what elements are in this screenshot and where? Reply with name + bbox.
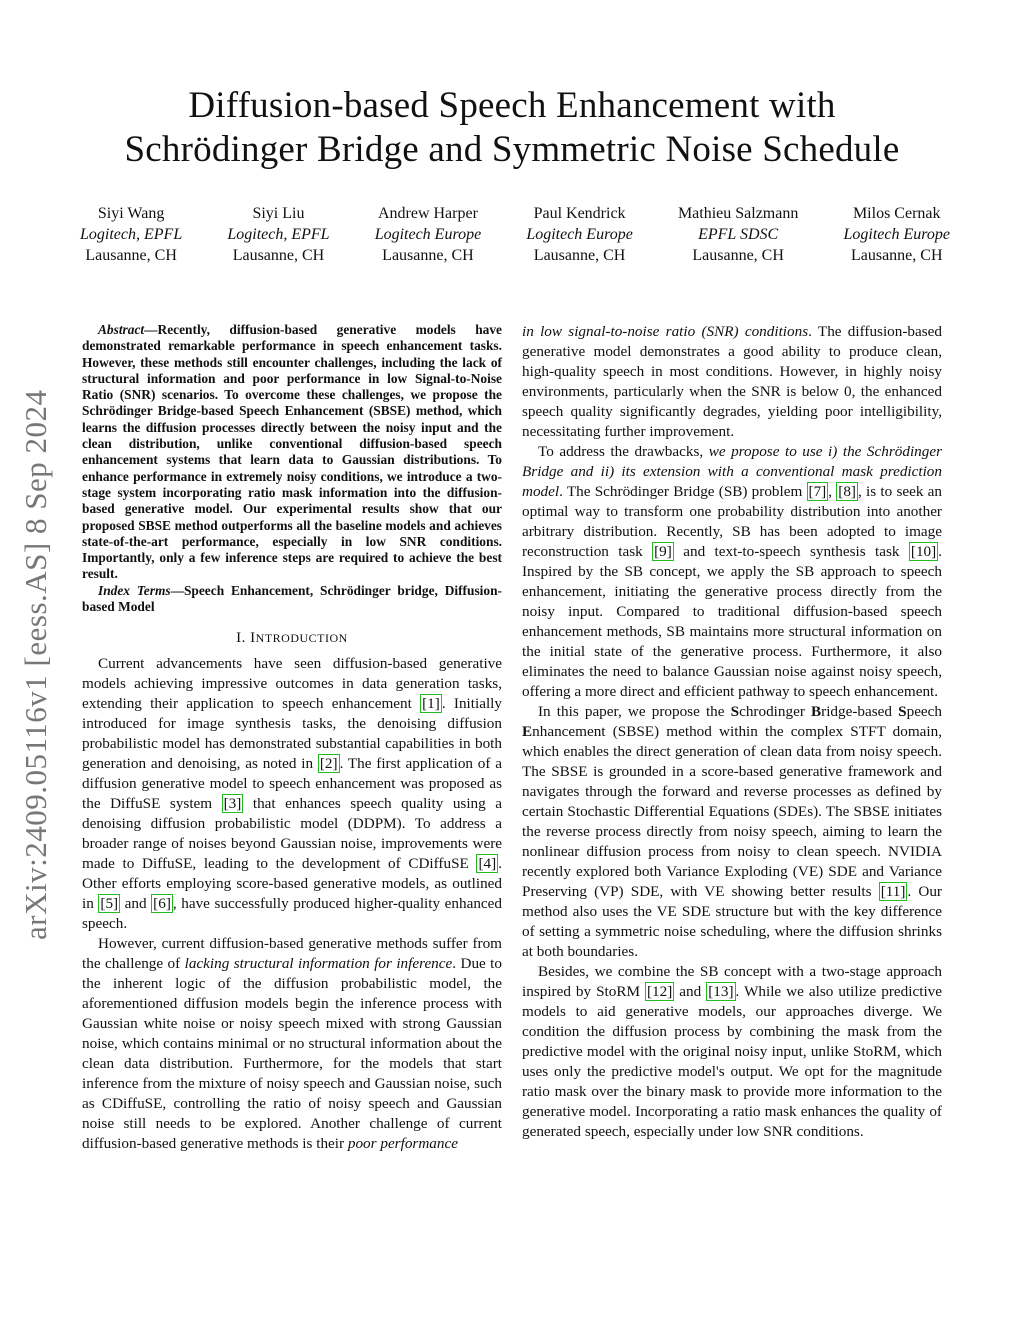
- author-block: [526, 203, 633, 266]
- author-block: [678, 203, 798, 266]
- author-affiliation: Logitech, EPFL: [80, 226, 183, 243]
- citation-link[interactable]: [3]: [223, 795, 242, 813]
- index-terms: [82, 583, 502, 616]
- paragraph: in low signal-to-noise ratio (SNR) conditions. The diffusion-based generative model demonstrates a good ability to produce clean, high-quality speech in most conditions. However, in highly noisy environments, particularly when the SNR is below 0, the enhanced speech quality significantly degrades, yielding poor intelligibility, necessitating further improvement.: [522, 323, 942, 440]
- author-name: Andrew Harper: [377, 205, 478, 222]
- citation-link[interactable]: [5]: [100, 895, 119, 913]
- section-heading-introduction: I. INTRODUCTION: [236, 630, 348, 647]
- author-block: [375, 203, 482, 266]
- citation-link[interactable]: [11]: [880, 883, 906, 900]
- author-name: Paul Kendrick: [533, 205, 626, 222]
- citation-link[interactable]: [13]: [708, 983, 734, 1000]
- author-location: Lausanne, CH: [692, 247, 784, 264]
- paragraph: Besides, we combine the SB concept with a two-stage approach inspired by StoRM [12] and [13] . While we also utilize predictive models to aid generative models, our approaches diverge. We condition the diffusion process by combining the mask from the predictive model with the original noisy input, unlike StoRM, which uses only the predictive model's output. We opt for the magnitude ratio mask over the binary mask to provide more information to the generative model. Incorporating a ratio mask enhances the quality of generated speech, especially under low SNR conditions.: [522, 963, 942, 1140]
- paragraph: In this paper, we propose the Schrodinger Bridge-based Speech Enhancement (SBSE) method within the complex STFT domain, which enables the direct generation of clean data from noisy speech. The SBSE is grounded in a score-based generative framework and navigates through the forward and reverse processes as defined by certain Stochastic Differential Equations (SDEs). The SBSE initiates the reverse process directly from noisy speech, aiming to learn the nonlinear diffusion process from noisy to clean speech. NVIDIA recently explored both Variance Exploding (VE) SDE and Variance Preserving (VP) SDE, with VE showing better results [11] . Our method also uses the VE SDE structure but with the key difference of setting a symmetric noise scheduling, where the diffusion shrinks at both boundaries.: [522, 703, 943, 960]
- abstract-text: —Recently, diffusion-based generative models have demonstrated remarkable performance in speech enhancement tasks. However, these methods still encounter challenges, including the lack of structural information and poor performance in low Signal-to-Noise Ratio (SNR) scenarios. To overcome these challenges, we propose the Schrödinger Bridge-based Speech Enhancement (SBSE) method, which learns the diffusion processes directly between the noisy input and the clean distribution, unlike conventional diffusion-based speech enhancement systems that learn data to Gaussian distributions. To enhance performance in extremely noisy conditions, we introduce a two-stage system incorporating ratio mask information into the diffusion-based generative model. Our experimental results show that our proposed SBSE method outperforms all the baseline models and achieves state-of-the-art performance, especially in low SNR conditions. Importantly, only a few inference steps are required to achieve the best result.: [82, 322, 502, 582]
- index-terms-label: Index Terms: [98, 582, 171, 598]
- author-affiliation: EPFL SDSC: [698, 226, 779, 243]
- author-location: Lausanne, CH: [232, 247, 325, 264]
- citation-link[interactable]: [12]: [647, 983, 673, 1000]
- citation-link[interactable]: [8]: [838, 483, 856, 500]
- abstract: [82, 322, 502, 583]
- paper-title: [60, 84, 964, 172]
- title-line-1: Diffusion-based Speech Enhancement with: [188, 85, 836, 126]
- citation-link[interactable]: [9]: [654, 543, 672, 560]
- author-block: [227, 203, 329, 266]
- paragraph: To address the drawbacks, we propose to use i) the Schrödinger Bridge and ii) its extension with a conventional mask prediction model. The Schrödinger Bridge (SB) problem [7] , [8] , is to seek an optimal way to transform one probability distribution into another arbitrary distribution. Recently, SB has been adopted to image reconstruction task [9] and text-to-speech synthesis task [10] . Inspired by the SB concept, we apply the SB approach to speech enhancement, initiating the generative process directly from the noisy input. Compared to traditional diffusion-based speech enhancement methods, SB maintains more structural information on the initial state of the generative process. Furthermore, it also eliminates the need to balance Gaussian noise against noisy speech, offering a more direct and efficient pathway to speech enhancement.: [522, 443, 943, 700]
- author-location: Lausanne, CH: [382, 247, 474, 264]
- author-affiliation: Logitech, EPFL: [227, 226, 330, 243]
- author-name: Milos Cernak: [852, 205, 941, 222]
- author-block: [80, 203, 182, 266]
- title-line-2: Schrödinger Bridge and Symmetric Noise Schedule: [124, 129, 900, 170]
- author-location: Lausanne, CH: [850, 247, 943, 264]
- citation-link[interactable]: [2]: [319, 755, 338, 773]
- author-affiliation: Logitech Europe: [843, 226, 950, 243]
- citation-link[interactable]: [4]: [478, 855, 497, 873]
- citation-link[interactable]: [1]: [422, 695, 440, 713]
- right-column: [522, 322, 942, 1142]
- author-name: Mathieu Salzmann: [677, 205, 799, 222]
- author-affiliation: Logitech Europe: [374, 226, 482, 243]
- abstract-label: Abstract: [98, 322, 145, 337]
- author-affiliation: Logitech Europe: [526, 226, 633, 243]
- citation-link[interactable]: [10]: [910, 543, 937, 560]
- arxiv-identifier[interactable]: arXiv:2409.05116v1 [eess.AS] 8 Sep 2024: [18, 389, 53, 940]
- author-location: Lausanne, CH: [85, 247, 177, 264]
- citation-link[interactable]: [7]: [808, 483, 827, 500]
- index-terms-text: —Speech Enhancement, Schrödinger bridge, Diffusion-based Model: [82, 582, 502, 615]
- author-location: Lausanne, CH: [533, 247, 626, 264]
- author-name: Siyi Wang: [97, 205, 165, 222]
- author-list: [80, 203, 950, 266]
- left-column: [82, 322, 502, 1154]
- paragraph: However, current diffusion-based generative methods suffer from the challenge of lacking structural information for inference. Due to the inherent logic of the diffusion probabilistic model, the aforementioned diffusion models begin the inference process with Gaussian white noise or noisy speech mixed with strong Gaussian noise, which contains minimal or no structural information about the clean data distribution. Furthermore, for the models that start inference from the mixture of noisy speech and Gaussian noise, such as CDiffuSE, controlling the ratio of noisy speech and Gaussian noise still needs to be explored. Another challenge of current diffusion-based generative methods is their poor performance: [82, 935, 502, 1153]
- citation-link[interactable]: [6]: [153, 895, 171, 913]
- author-block: [843, 203, 950, 266]
- paragraph: Current advancements have seen diffusion-based generative models achieving impressive outcomes in data generation tasks, extending their application to speech enhancement [1] . Initially introduced for image synthesis tasks, the denoising diffusion probabilistic model has demonstrated substantial capabilities in both generation and denoising, as noted in [2] . The first application of a diffusion generative model to speech enhancement was proposed as the DiffuSE system [3] that enhances speech quality using a denoising diffusion probabilistic model (DDPM). To address a broader range of noises beyond Gaussian noise, improvements were made to DiffuSE, leading to the development of CDiffuSE [4] . Other efforts employing score-based generative models, as outlined in [5] and [6] , have successfully produced higher-quality enhanced speech.: [82, 655, 502, 933]
- author-name: Siyi Liu: [252, 205, 305, 222]
